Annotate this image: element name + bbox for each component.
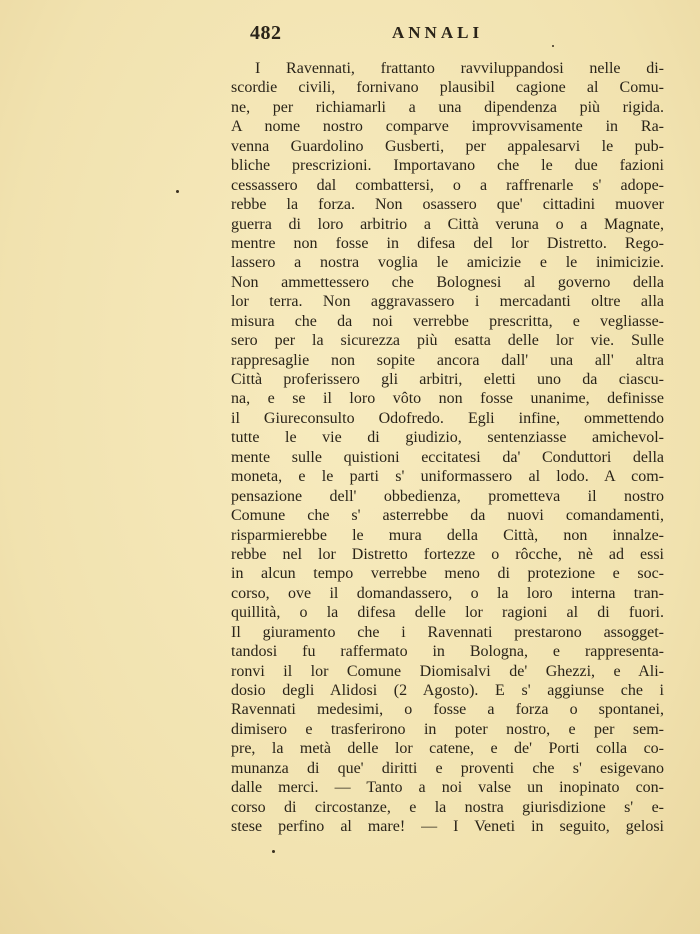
body-text xyxy=(231,59,664,837)
running-head: ANNALI xyxy=(392,23,484,42)
text-line: cessassero dal combattersi, o a raffrenarle s' adope- xyxy=(231,176,664,194)
text-line: tandosi fu raffermato in Bologna, e rappresenta- xyxy=(231,643,664,661)
text-line: scordie civili, fornivano plausibil cagione al Comu- xyxy=(231,79,664,97)
text-line: venna Guardolino Gusberti, per appalesarvi le pub- xyxy=(231,137,664,155)
text-line: bliche prescrizioni. Importavano che le due fazioni xyxy=(231,157,664,175)
text-line: dimisero e trasferirono in poter nostro, e per sem- xyxy=(231,720,664,738)
text-line: Non ammettessero che Bolognesi al governo della xyxy=(231,273,664,291)
ink-speck xyxy=(176,190,179,193)
text-line: corso, ove il domandassero, o la loro interna tran- xyxy=(231,584,664,602)
text-line: dosio degli Alidosi (2 Agosto). E s' aggiunse che i xyxy=(231,682,664,699)
text-line: quillità, o la difesa delle lor ragioni al di fuori. xyxy=(231,604,664,622)
text-line: ne, per richiamarli a una dipendenza più rigida. xyxy=(231,98,664,116)
text-line: pensazione dell' obbedienza, prometteva il nostro xyxy=(231,487,664,505)
text-line: Ravennati medesimi, o fosse a forza o spontanei, xyxy=(231,701,664,719)
text-line: lassero a nostra voglia le amicizie e le inimicizie. xyxy=(231,254,664,272)
text-line: I Ravennati, frattanto ravviluppandosi nelle di- xyxy=(255,60,664,77)
text-line: Il giuramento che i Ravennati prestarono assogget- xyxy=(231,623,664,641)
text-line: munanza di que' diritti e proventi che s' esigevano xyxy=(231,759,664,777)
text-line: misura che da noi verrebbe prescritta, e vegliasse- xyxy=(231,312,664,330)
text-line: in alcun tempo verrebbe meno di protezione e soc- xyxy=(231,565,664,583)
page-header xyxy=(0,22,700,46)
text-line: dalle merci. — Tanto a noi valse un inopinato con- xyxy=(231,779,664,797)
text-line: moneta, e le parti s' uniformassero al lodo. A com- xyxy=(231,468,664,486)
text-line: ronvi il lor Comune Diomisalvi de' Ghezzi, e Ali- xyxy=(231,662,664,680)
text-line: sero per la sicurezza più esatta delle lor vie. Sulle xyxy=(231,332,664,350)
text-line: rappresaglie non sopite ancora dall' una all' altra xyxy=(231,351,664,369)
ink-speck xyxy=(552,45,554,47)
ink-speck xyxy=(272,850,275,853)
text-line: risparmierebbe le mura della Città, non innalze- xyxy=(231,526,664,544)
text-line: stese perfino al mare! — I Veneti in seguito, gelosi xyxy=(231,818,664,836)
text-line: il Giureconsulto Odofredo. Egli infine, ommettendo xyxy=(231,409,664,427)
text-line: lor terra. Non aggravassero i mercadanti oltre alla xyxy=(231,293,664,311)
text-line: A nome nostro comparve improvvisamente in Ra- xyxy=(231,118,664,136)
text-line: tutte le vie di giudizio, sentenziasse amichevol- xyxy=(231,429,664,447)
text-line: rebbe nel lor Distretto fortezze o rôcche, nè ad essi xyxy=(231,545,664,563)
text-line: Comune che s' asterrebbe da nuovi comandamenti, xyxy=(231,507,664,525)
page-number: 482 xyxy=(250,22,282,44)
text-line: rebbe la forza. Non osassero que' cittadini muover xyxy=(231,196,664,214)
text-line: na, e se il loro vôto non fosse unanime, definisse xyxy=(231,390,664,408)
text-line: guerra di loro arbitrio a Città veruna o a Magnate, xyxy=(231,215,664,233)
text-line: corso di circostanze, e la nostra giurisdizione s' e- xyxy=(231,798,664,816)
text-line: mentre non fosse in difesa del lor Distretto. Rego- xyxy=(231,234,664,252)
text-line: Città proferissero gli arbitri, eletti uno da ciascu- xyxy=(231,371,664,388)
text-line: mente sulle quistioni eccitatesi da' Conduttori della xyxy=(231,448,664,466)
text-line: pre, la metà delle lor catene, e de' Porti colla co- xyxy=(231,740,664,758)
